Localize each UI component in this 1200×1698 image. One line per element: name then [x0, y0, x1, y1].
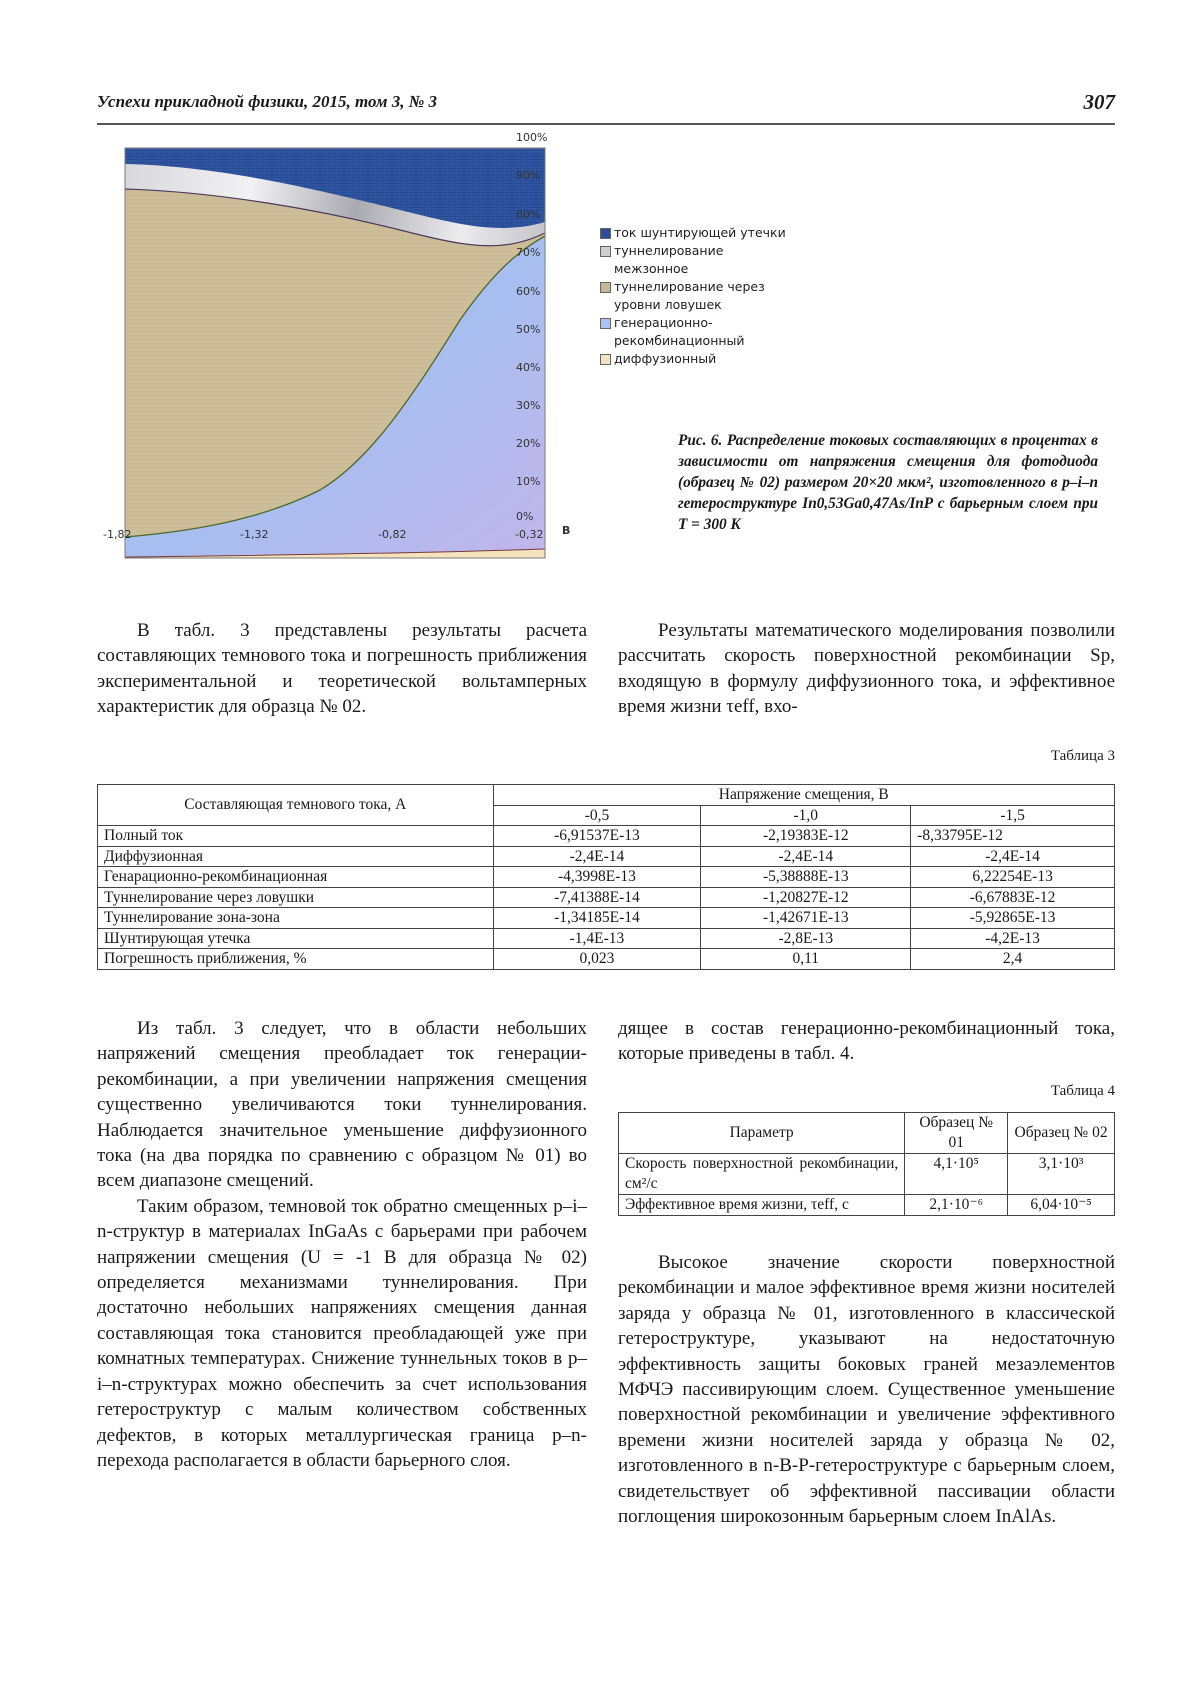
legend-label: диффузионный [614, 351, 717, 366]
paragraph-text: дящее в состав генерационно-рекомбинационный тока, которые приведены в табл. 4. [618, 1018, 1115, 1065]
cell: -1,34185E-14 [493, 908, 701, 929]
x-tick: -1,32 [240, 528, 269, 541]
row-label: Полный ток [98, 826, 494, 847]
table-3-caption: Таблица 3 [1050, 748, 1115, 764]
y-tick: 50% [516, 323, 541, 336]
param-header: Параметр [619, 1113, 905, 1154]
legend-swatch-icon [600, 228, 611, 239]
x-axis-unit: В [562, 524, 571, 537]
cell: -7,41388E-14 [493, 887, 701, 908]
cell: 3,1·10³ [1008, 1154, 1115, 1195]
paragraph-right-1 [618, 618, 1115, 720]
legend-label: туннелирование через уровни ловушек [614, 279, 765, 312]
cell: 4,1·10⁵ [905, 1154, 1008, 1195]
paragraph-text: Таким образом, темновой ток обратно смещенных p–i–n-структур в материалах InGaAs с барьерами при рабочем напряжении смещения (U = -1 В для образца № 02) определяется механизмами туннелирования. При достаточно небольших напряжениях смещения данная составляющая тока становится преобладающей уже при комнатных температурах. Снижение туннельных токов в p–i–n-структурах можно обеспечить за счет использования гетероструктур с малым количеством собственных дефектов, в которых металлургическая граница p–n-перехода располагается в области барьерного слоя. [97, 1195, 587, 1471]
paragraph-text: Результаты математического моделирования позволили рассчитать скорость поверхностной рекомбинации Sp, входящую в формулу диффузионного тока, и эффективное время жизни τeff, вхо- [618, 620, 1115, 718]
row-label: Диффузионная [98, 846, 494, 867]
cell: -6,91537E-13 [493, 826, 701, 847]
legend-swatch-icon [600, 318, 611, 329]
paragraph-text: Из табл. 3 следует, что в области небольших напряжений смещения преобладает ток генерации-рекомбинации, а при увеличении напряжения смещения существенно увеличиваются токи туннелирования. Наблюдается значительное уменьшение диффузионного тока (на два порядка по сравнению с образцом № 01) во всем диапазоне смещений. [97, 1018, 587, 1192]
cell: 6,22254E-13 [911, 867, 1115, 888]
row-label: Скорость поверхностной рекомбинации, см²/с [619, 1154, 905, 1195]
cell: -1,4E-13 [493, 928, 701, 949]
running-header [97, 92, 1115, 116]
table-row [98, 928, 1115, 949]
figure-caption: Рис. 6. Распределение токовых составляющих в процентах в зависимости от напряжения смещения для фотодиода (образец № 02) размером 20×20 мкм², изготовленного в p–i–n гетероструктуре In0,53Ga0,47As/InP с барьерным слоем при T = 300 K [678, 432, 1098, 533]
voltage-header: -1,0 [701, 805, 911, 826]
y-tick: 90% [516, 169, 541, 182]
legend-item [600, 242, 800, 278]
x-tick: -0,32 [515, 528, 544, 541]
paragraph-left-1 [97, 618, 587, 720]
paragraph-right-3 [618, 1250, 1115, 1529]
paragraph-right-2 [618, 1016, 1115, 1067]
row-label: Туннелирование через ловушки [98, 887, 494, 908]
row-label: Погрешность приближения, % [98, 949, 494, 970]
table-3 [97, 784, 1115, 970]
y-tick: 40% [516, 361, 541, 374]
table-row [98, 826, 1115, 847]
cell: 0,023 [493, 949, 701, 970]
journal-title: Успехи прикладной физики, 2015, том 3, № 3 [97, 92, 438, 111]
cell: -2,4E-14 [701, 846, 911, 867]
paragraph-left-2 [97, 1016, 587, 1473]
y-tick: 20% [516, 437, 541, 450]
legend-label: ток шунтирующей утечки [614, 225, 786, 240]
table-row [98, 867, 1115, 888]
y-tick: 70% [516, 246, 541, 259]
y-tick: 80% [516, 208, 541, 221]
row-label: Туннелирование зона-зона [98, 908, 494, 929]
row-label: Шунтирующая утечка [98, 928, 494, 949]
paragraph-text: Высокое значение скорости поверхностной рекомбинации и малое эффективное время жизни носителей заряда у образца № 01, изготовленного в классической гетероструктуре, указывают на недостаточную эффективность защиты боковых граней мезаэлементов МФЧЭ пассивирующим слоем. Существенное уменьшение поверхностной рекомбинации и увеличение эффективного времени жизни носителей заряда у образца № 02, изготовленного в n-B-P-гетероструктуре с барьерным слоем, свидетельствует об эффективной пассивации области поглощения широкозонным барьерным слоем InAlAs. [618, 1252, 1115, 1528]
voltage-header: -0,5 [493, 805, 701, 826]
cell: -2,19383E-12 [701, 826, 911, 847]
x-tick: -0,82 [378, 528, 407, 541]
cell: -5,92865E-13 [911, 908, 1115, 929]
paragraph-text: В табл. 3 представлены результаты расчета составляющих темнового тока и погрешность приближения экспериментальной и теоретической вольтамперных характеристик для образца № 02. [97, 620, 587, 718]
table-3-group-header: Напряжение смещения, В [493, 785, 1114, 806]
table-3-header: Составляющая темнового тока, А [98, 785, 494, 826]
sample-header: Образец № 01 [905, 1113, 1008, 1154]
row-label: Генарационно-рекомбинационная [98, 867, 494, 888]
y-tick: 0% [516, 510, 534, 523]
cell: 0,11 [701, 949, 911, 970]
legend-swatch-icon [600, 246, 611, 257]
legend-label: туннелирование межзонное [614, 243, 724, 276]
cell: -4,2E-13 [911, 928, 1115, 949]
cell: -1,42671E-13 [701, 908, 911, 929]
cell: -1,20827E-12 [701, 887, 911, 908]
legend-item [600, 278, 800, 314]
y-tick: 30% [516, 399, 541, 412]
cell: 2,4 [911, 949, 1115, 970]
voltage-header: -1,5 [911, 805, 1115, 826]
table-4 [618, 1112, 1115, 1216]
legend-item [600, 224, 800, 242]
table-row [98, 887, 1115, 908]
table-row [98, 908, 1115, 929]
table-row [98, 846, 1115, 867]
table-row [619, 1154, 1115, 1195]
cell: -5,38888E-13 [701, 867, 911, 888]
y-tick: 60% [516, 285, 541, 298]
legend-swatch-icon [600, 282, 611, 293]
chart-legend [600, 224, 800, 368]
legend-item [600, 350, 800, 368]
cell: 2,1·10⁻⁶ [905, 1195, 1008, 1216]
cell: -2,8E-13 [701, 928, 911, 949]
cell: -2,4E-14 [493, 846, 701, 867]
page-number: 307 [1083, 90, 1115, 114]
row-label: Эффективное время жизни, τeff, с [619, 1195, 905, 1216]
cell: -4,3998E-13 [493, 867, 701, 888]
y-tick: 100% [516, 131, 548, 144]
x-tick: -1,82 [103, 528, 132, 541]
table-4-caption: Таблица 4 [1050, 1083, 1115, 1099]
table-row [619, 1195, 1115, 1216]
sample-header: Образец № 02 [1008, 1113, 1115, 1154]
legend-swatch-icon [600, 354, 611, 365]
cell: -6,67883E-12 [911, 887, 1115, 908]
table-row [98, 949, 1115, 970]
cell: -8,33795E-12 [911, 826, 1115, 847]
cell: -2,4E-14 [911, 846, 1115, 867]
legend-item [600, 314, 800, 350]
legend-label: генерационно-рекомбинационный [614, 315, 745, 348]
y-tick: 10% [516, 475, 541, 488]
cell: 6,04·10⁻⁵ [1008, 1195, 1115, 1216]
header-rule [97, 123, 1115, 125]
